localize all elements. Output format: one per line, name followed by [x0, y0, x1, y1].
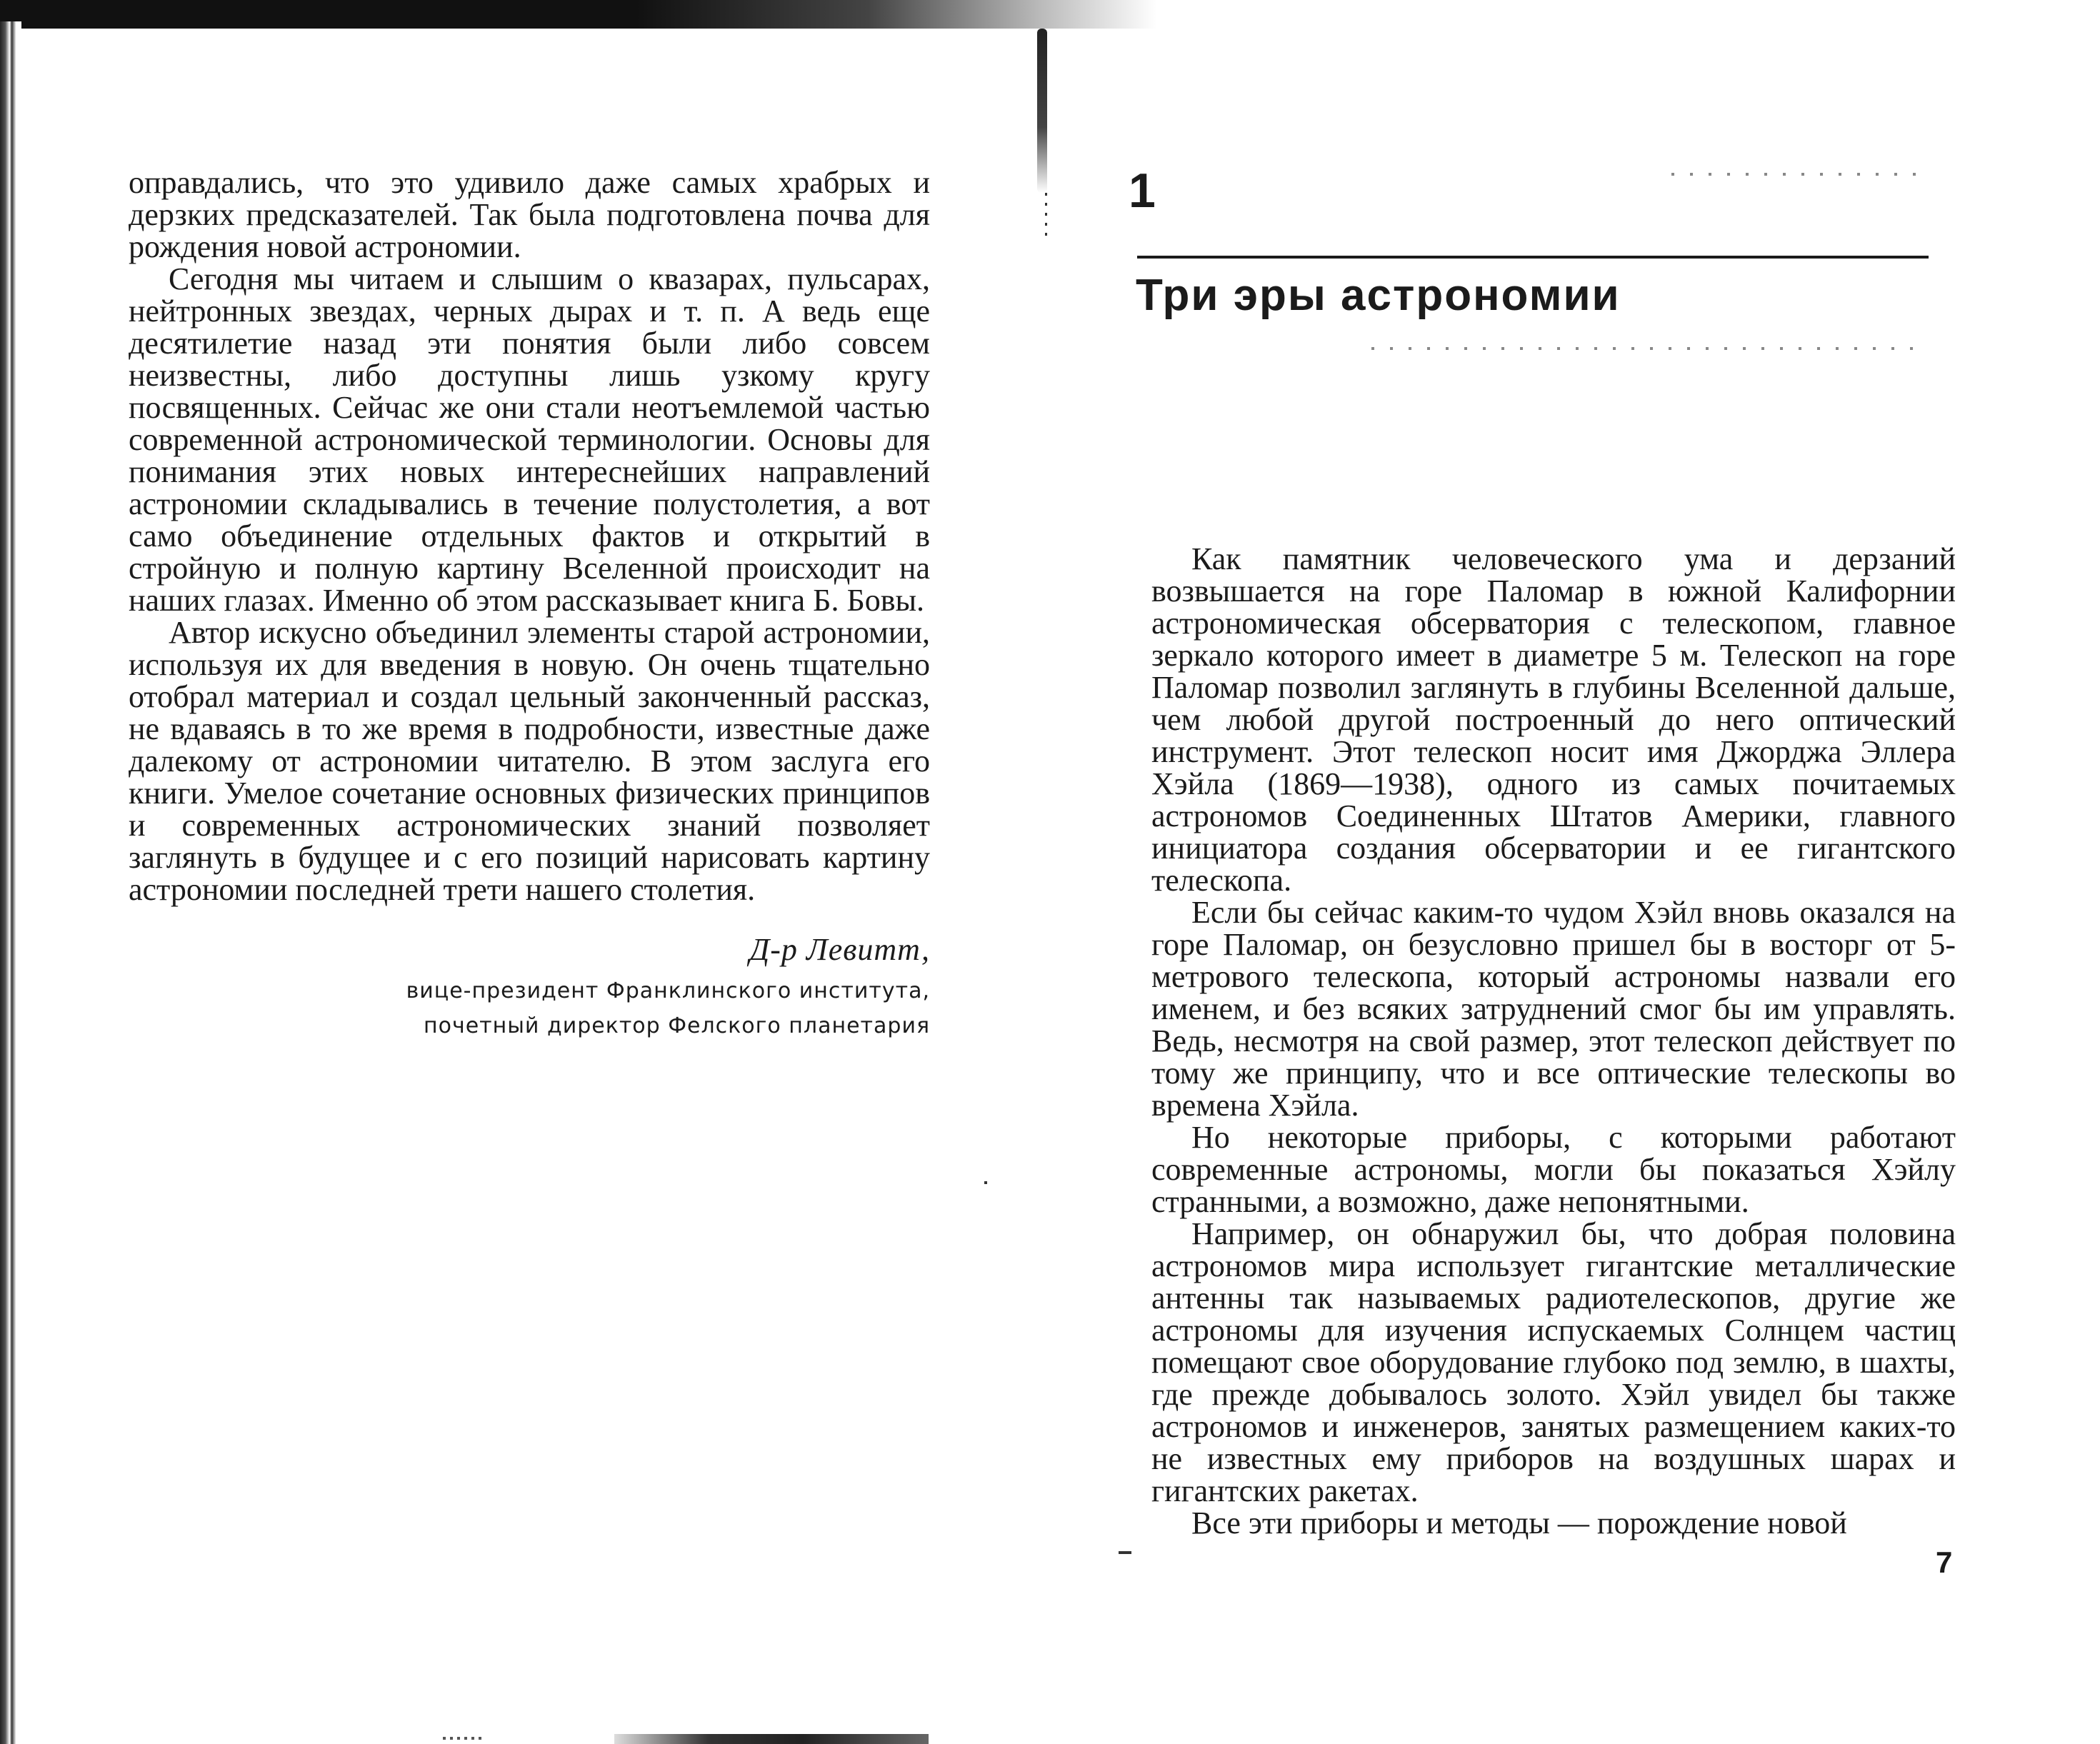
- scan-speckle-under-title: [1371, 347, 1929, 350]
- right-paragraph-3: Но некоторые приборы, с которыми работают современные астрономы, могли бы показаться Хэйлу странными, а возможно, даже непонятными.: [1151, 1120, 1956, 1219]
- stray-mark: [1119, 1551, 1131, 1554]
- signature-role-line-1: вице-президент Франклинского института,: [406, 978, 930, 1003]
- left-page: [129, 166, 930, 1038]
- scan-edge-bottom: [614, 1734, 929, 1744]
- scan-edge-top: [0, 0, 1157, 29]
- chapter-number: 1: [1129, 164, 1156, 218]
- scan-speckle-bottom: [443, 1737, 486, 1740]
- left-paragraph-2: Сегодня мы читаем и слышим о квазарах, пульсарах, нейтронных звездах, черных дырах и т. п. А ведь еще десятилетие назад эти понятия были либо совсем неизвестны, либо доступны лишь узкому кругу посвященных. Сейчас же они стали неотъемлемой частью современной астрономической терминологии. Основы для понимания этих новых интереснейших направлений астрономии складывались в течение полустолетия, а вот само объединение отдельных фактов и открытий в стройную и полную картину Вселенной происходит на наших глазах. Именно об этом рассказывает книга Б. Бовы.: [129, 261, 930, 618]
- chapter-rule: [1137, 256, 1929, 259]
- right-paragraph-5: Все эти приборы и методы — порождение новой: [1191, 1505, 1847, 1540]
- right-page: [1151, 543, 1956, 1539]
- right-paragraph-4: Например, он обнаружил бы, что добрая половина астрономов мира использует гигантские металлические антенны так называемых радиотелескопов, другие же астрономы для изучения испускаемых Солнцем частиц помещают свое оборудование глубоко под землю, в шахты, где прежде добывалось золото. Хэйл увидел бы также астрономов и инженеров, занятых размещением каких-то не известных ему приборов на воздушных шарах и гигантских ракетах.: [1151, 1216, 1956, 1508]
- left-paragraph-3: Автор искусно объединил элементы старой астрономии, используя их для введения в новую. Он очень тщательно отобрал материал и создал цельный законченный рассказ, не вдаваясь в то же время в подробности, известные даже далекому от астрономии читателю. В этом заслуга его книги. Умелое сочетание основных физических принципов и современных астрономических знаний позволяет заглянуть в будущее и с его позиций нарисовать картину астрономии последней трети нашего столетия.: [129, 615, 930, 907]
- left-paragraph-1: оправдались, что это удивило даже самых храбрых и дерзких предсказателей. Так была подготовлена почва для рождения новой астрономии.: [129, 165, 930, 264]
- book-spine-dots: [1045, 193, 1047, 236]
- right-paragraph-2: Если бы сейчас каким-то чудом Хэйл вновь оказался на горе Паломар, он безусловно пришел бы в восторг от 5-метрового телескопа, который астрономы назвали его именем, и без всяких затруднений смог бы им управлять. Ведь, несмотря на свой размер, этот телескоп действует по тому же принципу, что и все оптические телескопы во времена Хэйла.: [1151, 895, 1956, 1123]
- right-paragraph-1: Как памятник человеческого ума и дерзаний возвышается на горе Паломар в южной Калифорнии астрономическая обсерватория с телескопом, главное зеркало которого имеет в диаметре 5 м. Телескоп на горе Паломар позволил заглянуть в глубины Вселенной дальше, чем любой другой построенный до него оптический инструмент. Этот телескоп носит имя Джорджа Эллера Хэйла (1869—1938), одного из самых почитаемых астрономов Соединенных Штатов Америки, главного инициатора создания обсерватории и ее гигантского телескопа.: [1151, 541, 1956, 898]
- stray-dot: [984, 1181, 987, 1184]
- page-number: 7: [1936, 1545, 1953, 1579]
- scan-speckle-top-right: [1671, 173, 1929, 176]
- signature-name: Д-р Левитт,: [749, 932, 930, 967]
- scan-edge-left: [0, 21, 21, 1744]
- signature-role-line-2: почетный директор Фелского планетария: [424, 1013, 930, 1038]
- book-spine-shadow: [1037, 29, 1047, 193]
- chapter-title: Три эры астрономии: [1136, 271, 1621, 320]
